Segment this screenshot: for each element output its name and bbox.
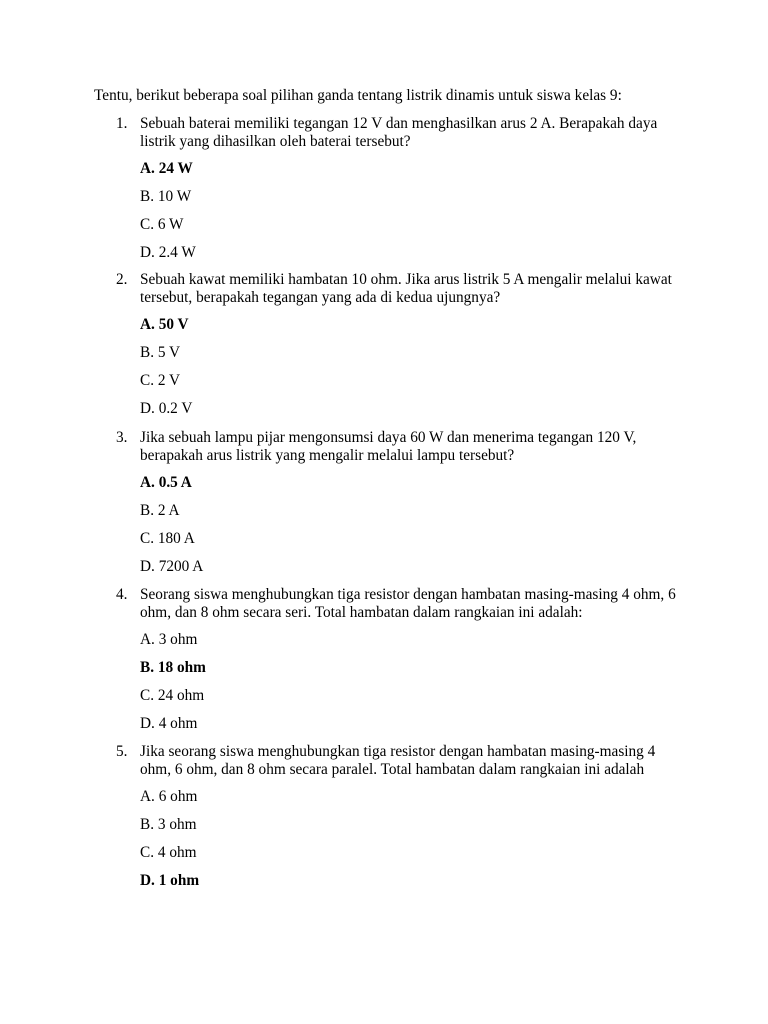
option-d-answer: D. 1 ohm bbox=[140, 872, 200, 889]
intro-text: Tentu, berikut beberapa soal pilihan ganda tentang listrik dinamis untuk siswa kelas 9: bbox=[94, 87, 622, 104]
question-4 bbox=[116, 586, 676, 733]
question-number: 3. bbox=[116, 429, 128, 446]
question-number: 2. bbox=[116, 271, 128, 288]
option-d: D. 4 ohm bbox=[140, 715, 198, 732]
options-list bbox=[140, 160, 676, 262]
option-c: C. 180 A bbox=[140, 530, 195, 547]
option-c: C. 24 ohm bbox=[140, 687, 205, 704]
question-number: 5. bbox=[116, 743, 128, 760]
option-b: B. 5 V bbox=[140, 344, 181, 361]
question-1 bbox=[116, 115, 676, 262]
question-number: 4. bbox=[116, 586, 128, 603]
question-number: 1. bbox=[116, 115, 128, 132]
question-5 bbox=[116, 743, 676, 890]
question-text: Sebuah kawat memiliki hambatan 10 ohm. Jika arus listrik 5 A mengalir melalui kawat tersebut, berapakah tegangan yang ada di kedua ujungnya? bbox=[140, 271, 672, 306]
option-d: D. 0.2 V bbox=[140, 400, 193, 417]
option-a-answer: A. 24 W bbox=[140, 160, 193, 177]
option-b: B. 2 A bbox=[140, 502, 180, 519]
option-d: D. 7200 A bbox=[140, 558, 204, 575]
question-text: Jika sebuah lampu pijar mengonsumsi daya 60 W dan menerima tegangan 120 V, berapakah arus listrik yang mengalir melalui lampu tersebut? bbox=[140, 429, 637, 464]
question-text: Jika seorang siswa menghubungkan tiga resistor dengan hambatan masing-masing 4 ohm, 6 ohm, dan 8 ohm secara paralel. Total hambatan dalam rangkaian ini adalah bbox=[140, 743, 656, 778]
question-text: Sebuah baterai memiliki tegangan 12 V dan menghasilkan arus 2 A. Berapakah daya listrik yang dihasilkan oleh baterai tersebut? bbox=[140, 115, 658, 150]
options-list bbox=[140, 474, 676, 576]
option-c: C. 6 W bbox=[140, 216, 184, 233]
option-c: C. 4 ohm bbox=[140, 844, 197, 861]
option-a-answer: A. 50 V bbox=[140, 316, 189, 333]
option-d: D. 2.4 W bbox=[140, 244, 196, 261]
option-b: B. 10 W bbox=[140, 188, 192, 205]
option-b: B. 3 ohm bbox=[140, 816, 197, 833]
question-text: Seorang siswa menghubungkan tiga resistor dengan hambatan masing-masing 4 ohm, 6 ohm, dan 8 ohm secara seri. Total hambatan dalam rangkaian ini adalah: bbox=[140, 586, 676, 621]
option-a-answer: A. 0.5 A bbox=[140, 474, 192, 491]
question-3 bbox=[116, 429, 676, 576]
option-c: C. 2 V bbox=[140, 372, 181, 389]
options-list bbox=[140, 316, 676, 418]
option-a: A. 6 ohm bbox=[140, 788, 198, 805]
options-list bbox=[140, 788, 676, 890]
question-2 bbox=[116, 271, 676, 418]
options-list bbox=[140, 631, 676, 733]
option-b-answer: B. 18 ohm bbox=[140, 659, 206, 676]
option-a: A. 3 ohm bbox=[140, 631, 198, 648]
